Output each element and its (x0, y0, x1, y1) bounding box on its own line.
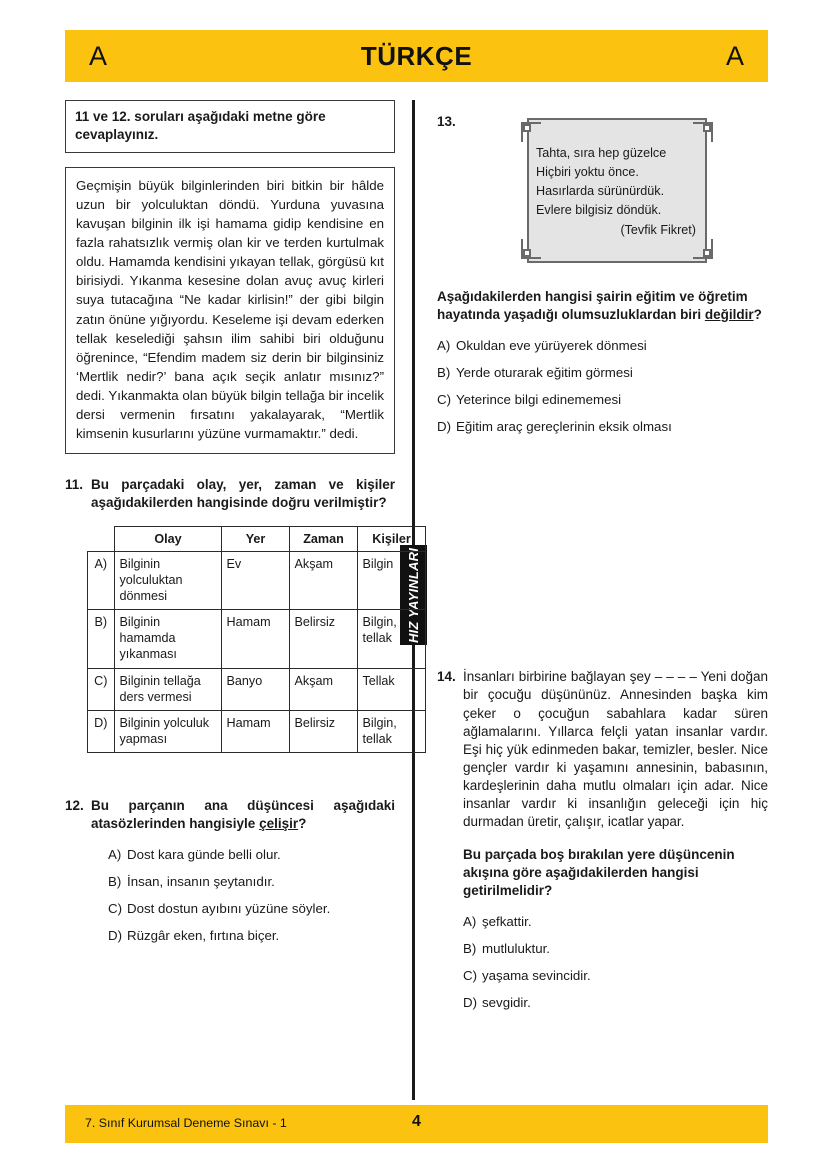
option-d-letter: D) (463, 994, 478, 1010)
table-header-yer: Yer (221, 526, 289, 551)
option-a-text: Okuldan eve yürüyerek dönmesi (456, 338, 647, 354)
question-13-stem-part1: Aşağıdakilerden hangisi şairin eğitim ve öğretim hayatında yaşadığı olumsuzluklardan biri (437, 289, 748, 323)
poem-line-2: Hiçbiri yoktu önce. (536, 165, 639, 180)
question-11-number: 11. (65, 476, 84, 492)
question-14 (437, 668, 768, 1020)
instruction-text: 11 ve 12. soruları aşağıdaki metne göre cevaplayınız. (75, 109, 326, 142)
instruction-box (65, 100, 395, 153)
table-cell-zaman: Belirsiz (289, 610, 357, 668)
option-b-letter: B) (437, 364, 451, 380)
option-a-letter: A) (108, 847, 122, 863)
table-header-zaman: Zaman (289, 526, 357, 551)
header-booklet-letter-right: A (725, 40, 744, 71)
poem-attribution: (Tevfik Fikret) (620, 222, 696, 237)
table-row[interactable] (88, 668, 426, 710)
table-header-olay: Olay (114, 526, 221, 551)
option-a-letter: A) (437, 338, 451, 354)
option-d-text: Rüzgâr eken, fırtına biçer. (127, 927, 280, 943)
table-row[interactable] (88, 551, 426, 609)
option-b-letter: B) (108, 873, 122, 889)
table-cell-olay: Bilginin tellağa ders vermesi (114, 668, 221, 710)
option-b[interactable] (108, 873, 395, 891)
question-14-options (463, 913, 768, 1011)
question-13 (437, 108, 768, 435)
corner-square-top-left-icon (523, 124, 531, 132)
option-b-text: mutluluktur. (482, 941, 550, 957)
page-footer-bar (65, 1105, 768, 1143)
corner-square-bottom-right-icon (703, 249, 711, 257)
poem-text (527, 144, 707, 240)
page-header-bar (65, 30, 768, 82)
right-column (437, 100, 768, 1021)
table-cell-yer: Hamam (221, 710, 289, 752)
question-11-table-wrap (65, 526, 411, 753)
table-cell-option-letter: D) (88, 710, 115, 752)
option-c-letter: C) (463, 967, 478, 983)
question-11 (65, 476, 395, 512)
question-12-stem-part2: ? (298, 816, 307, 832)
question-13-stem-emphasis: değildir (704, 307, 754, 323)
reading-passage-text: Geçmişin büyük bilginlerinden biri bitkin bir hâlde uzun bir yolculuktan döndü. Yurduna yuvasına kavuşan bilginin ilk işi hamama gidip kendisine en fazla rahatsızlık vermiş olan kir ve terden kurtulmak oldu. Hamamda kendisini yıkayan tellak, görgüsü kıt birisiydi. Yıkanma kesesine dolan avuç avuç kirleri suya tutacağına “Ne kadar kirlisin!” der gibi bilgin zatın önüne yığıyordu. Keseleme işi devam ederken tellak keselediği şahsın ilim sahibi biri olduğunu öğrenince, “Efendim madem siz derin bir bilginsiniz ‘Mertlik nedir?’ bana açık seçik anlatır mısınız?” dedi. Yıkanmakta olan büyük bilgin tellağa bir incelik dersi vermenin fırsatını yakalayarak, “Mertlik kimsenin kusurlarını yüzüne vurmamaktır.” dedi. (76, 177, 384, 442)
option-b-text: Yerde oturarak eğitim görmesi (456, 364, 633, 380)
footer-exam-name: 7. Sınıf Kurumsal Deneme Sınavı - 1 (85, 1116, 287, 1130)
option-c-text: yaşama sevincidir. (482, 967, 591, 983)
question-14-passage: İnsanları birbirine bağlayan şey – – – – Yeni doğan bir çocuğu düşününüz. Annesinden başka kim çeker o çocuğun sabahlara kadar süren ağlamalarını. Yıllarca felçli yatan insanlar vardır. Eşi hiç yük edinmeden bakar, temizler, besler. Nice gençler vardır ki yaşamını annesinin, babasının, kardeşlerinin daha mutlu olmaları için adar. Nice insanlar vardır ki insanlığın geleceği için hiç durmadan üretir, çalışır, icatlar yapar. (463, 669, 768, 830)
table-cell-yer: Ev (221, 551, 289, 609)
question-13-number: 13. (437, 114, 456, 129)
option-c-text: Dost dostun ayıbını yüzüne söyler. (127, 900, 331, 916)
option-c[interactable] (108, 900, 395, 918)
poem-line-4: Evlere bilgisiz döndük. (536, 203, 662, 218)
option-d-text: Eğitim araç gereçlerinin eksik olması (456, 418, 672, 434)
question-13-stem (437, 288, 768, 324)
option-a[interactable] (108, 846, 395, 864)
question-12-stem (91, 797, 395, 833)
table-cell-olay: Bilginin hamamda yıkanması (114, 610, 221, 668)
question-12-stem-emphasis: çelişir (259, 816, 299, 832)
reading-passage-box (65, 167, 395, 454)
corner-square-top-right-icon (703, 124, 711, 132)
option-c-letter: C) (437, 391, 452, 407)
table-cell-kisiler: Bilgin, tellak (357, 610, 425, 668)
question-12 (65, 797, 395, 953)
table-cell-zaman: Akşam (289, 551, 357, 609)
table-cell-kisiler: Bilgin (357, 551, 425, 609)
table-cell-kisiler: Bilgin, tellak (357, 710, 425, 752)
option-c-letter: C) (108, 900, 123, 916)
table-cell-yer: Banyo (221, 668, 289, 710)
option-a[interactable] (437, 337, 768, 355)
poem-figure (527, 108, 707, 273)
option-b-letter: B) (463, 941, 477, 957)
table-header-blank (88, 526, 115, 551)
corner-square-bottom-left-icon (523, 249, 531, 257)
table-cell-olay: Bilginin yolculuk yapması (114, 710, 221, 752)
option-d-letter: D) (108, 927, 123, 943)
table-cell-zaman: Belirsiz (289, 710, 357, 752)
option-b[interactable] (463, 940, 768, 958)
option-c[interactable] (437, 391, 768, 409)
table-cell-option-letter: B) (88, 610, 115, 668)
table-cell-olay: Bilginin yolculuktan dönmesi (114, 551, 221, 609)
option-d[interactable] (108, 927, 395, 945)
option-a-letter: A) (463, 914, 477, 930)
option-a[interactable] (463, 913, 768, 931)
option-c[interactable] (463, 967, 768, 985)
table-cell-option-letter: C) (88, 668, 115, 710)
table-header-kisiler: Kişiler (357, 526, 425, 551)
table-row[interactable] (88, 710, 426, 752)
table-cell-zaman: Akşam (289, 668, 357, 710)
option-d-letter: D) (437, 418, 452, 434)
left-column (65, 100, 411, 953)
question-12-number: 12. (65, 797, 84, 813)
option-d-text: sevgidir. (482, 994, 531, 1010)
option-d[interactable] (437, 418, 768, 436)
page-title: TÜRKÇE (360, 40, 473, 71)
question-11-answer-table (87, 526, 426, 753)
table-cell-kisiler: Tellak (357, 668, 425, 710)
publisher-brand-label: HIZ YAYINLARI (406, 547, 421, 643)
option-c-text: Yeterince bilgi edinememesi (456, 391, 622, 407)
table-cell-option-letter: A) (88, 551, 115, 609)
table-header-row (88, 526, 426, 551)
table-cell-yer: Hamam (221, 610, 289, 668)
option-d[interactable] (463, 994, 768, 1012)
question-12-options (91, 846, 395, 944)
question-12-stem-part1: Bu parçanın ana düşüncesi aşağıdaki atasözlerinden hangisiyle (91, 797, 395, 832)
question-13-stem-part2: ? (753, 307, 762, 323)
poem-line-3: Hasırlarda sürünürdük. (536, 184, 665, 199)
poem-line-1: Tahta, sıra hep güzelce (536, 146, 667, 160)
question-14-stem: Bu parçada boş bırakılan yere düşüncenin akışına göre aşağıdakilerden hangisi getirilmelidir? (463, 847, 735, 899)
header-booklet-letter-left: A (89, 40, 108, 71)
option-b[interactable] (437, 364, 768, 382)
option-a-text: Dost kara günde belli olur. (127, 847, 281, 863)
option-a-text: şefkattir. (482, 914, 532, 930)
question-13-options (437, 337, 768, 435)
option-b-text: İnsan, insanın şeytanıdır. (127, 873, 275, 889)
question-14-number: 14. (437, 669, 456, 685)
footer-page-number: 4 (412, 1113, 421, 1130)
table-row[interactable] (88, 610, 426, 668)
question-11-stem: Bu parçadaki olay, yer, zaman ve kişiler aşağıdakilerden hangisinde doğru verilmiştir? (91, 476, 395, 510)
